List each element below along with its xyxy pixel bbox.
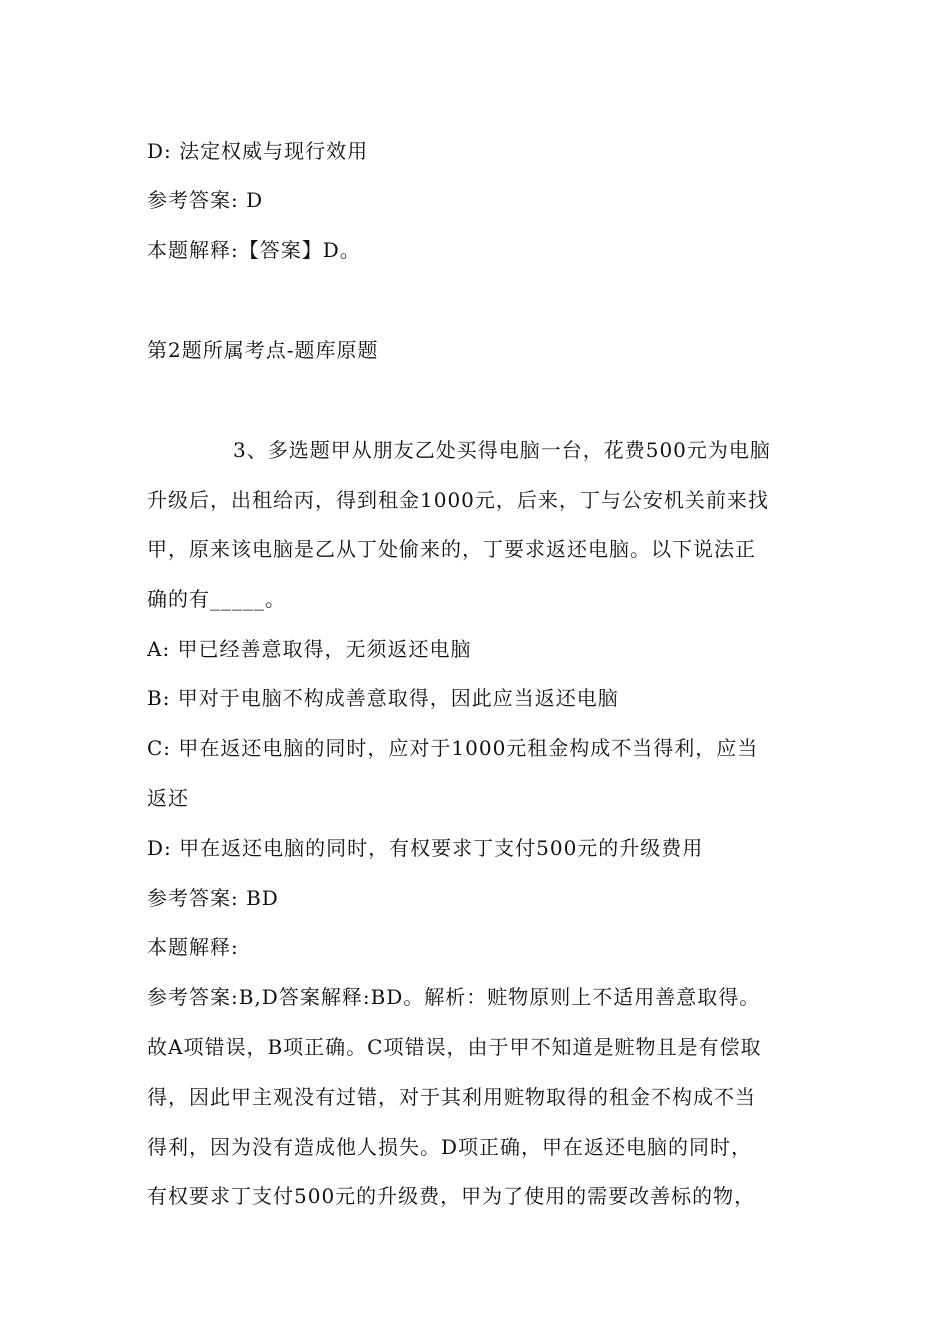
explanation-line: 得利，因为没有造成他人损失。D项正确，甲在返还电脑的同时，: [147, 1135, 753, 1159]
prev-answer: 参考答案: D: [147, 188, 264, 212]
explanation-line: 得，因此甲主观没有过错，对于其利用赃物取得的租金不构成不当: [147, 1085, 756, 1109]
question-stem-line: 确的有_____。: [147, 587, 286, 611]
explanation-line: 故A项错误，B项正确。C项错误，由于甲不知道是赃物且是有偿取: [147, 1035, 762, 1059]
section-label: 第2题所属考点-题库原题: [147, 338, 379, 362]
answer: 参考答案: BD: [147, 886, 279, 910]
option-c-line: C: 甲在返还电脑的同时，应对于1000元租金构成不当得利，应当: [147, 736, 759, 760]
prev-explanation: 本题解释:【答案】D。: [147, 238, 361, 262]
prev-option-d: D: 法定权威与现行效用: [147, 139, 369, 163]
option-d: D: 甲在返还电脑的同时，有权要求丁支付500元的升级费用: [147, 836, 704, 860]
explanation-line: 参考答案:B,D答案解释:BD。解析：赃物原则上不适用善意取得。: [147, 985, 761, 1009]
option-b: B: 甲对于电脑不构成善意取得，因此应当返还电脑: [147, 686, 619, 710]
option-a: A: 甲已经善意取得，无须返还电脑: [147, 637, 472, 661]
question-stem-line: 升级后，出租给丙，得到租金1000元，后来，丁与公安机关前来找: [147, 488, 769, 512]
question-stem-line: 3、多选题甲从朋友乙处买得电脑一台，花费500元为电脑: [233, 438, 771, 462]
explanation-label: 本题解释:: [147, 935, 239, 959]
explanation-line: 有权要求丁支付500元的升级费，甲为了使用的需要改善标的物，: [147, 1184, 756, 1208]
question-stem-line: 甲，原来该电脑是乙从丁处偷来的，丁要求返还电脑。以下说法正: [147, 537, 756, 561]
option-c-line: 返还: [147, 786, 189, 810]
